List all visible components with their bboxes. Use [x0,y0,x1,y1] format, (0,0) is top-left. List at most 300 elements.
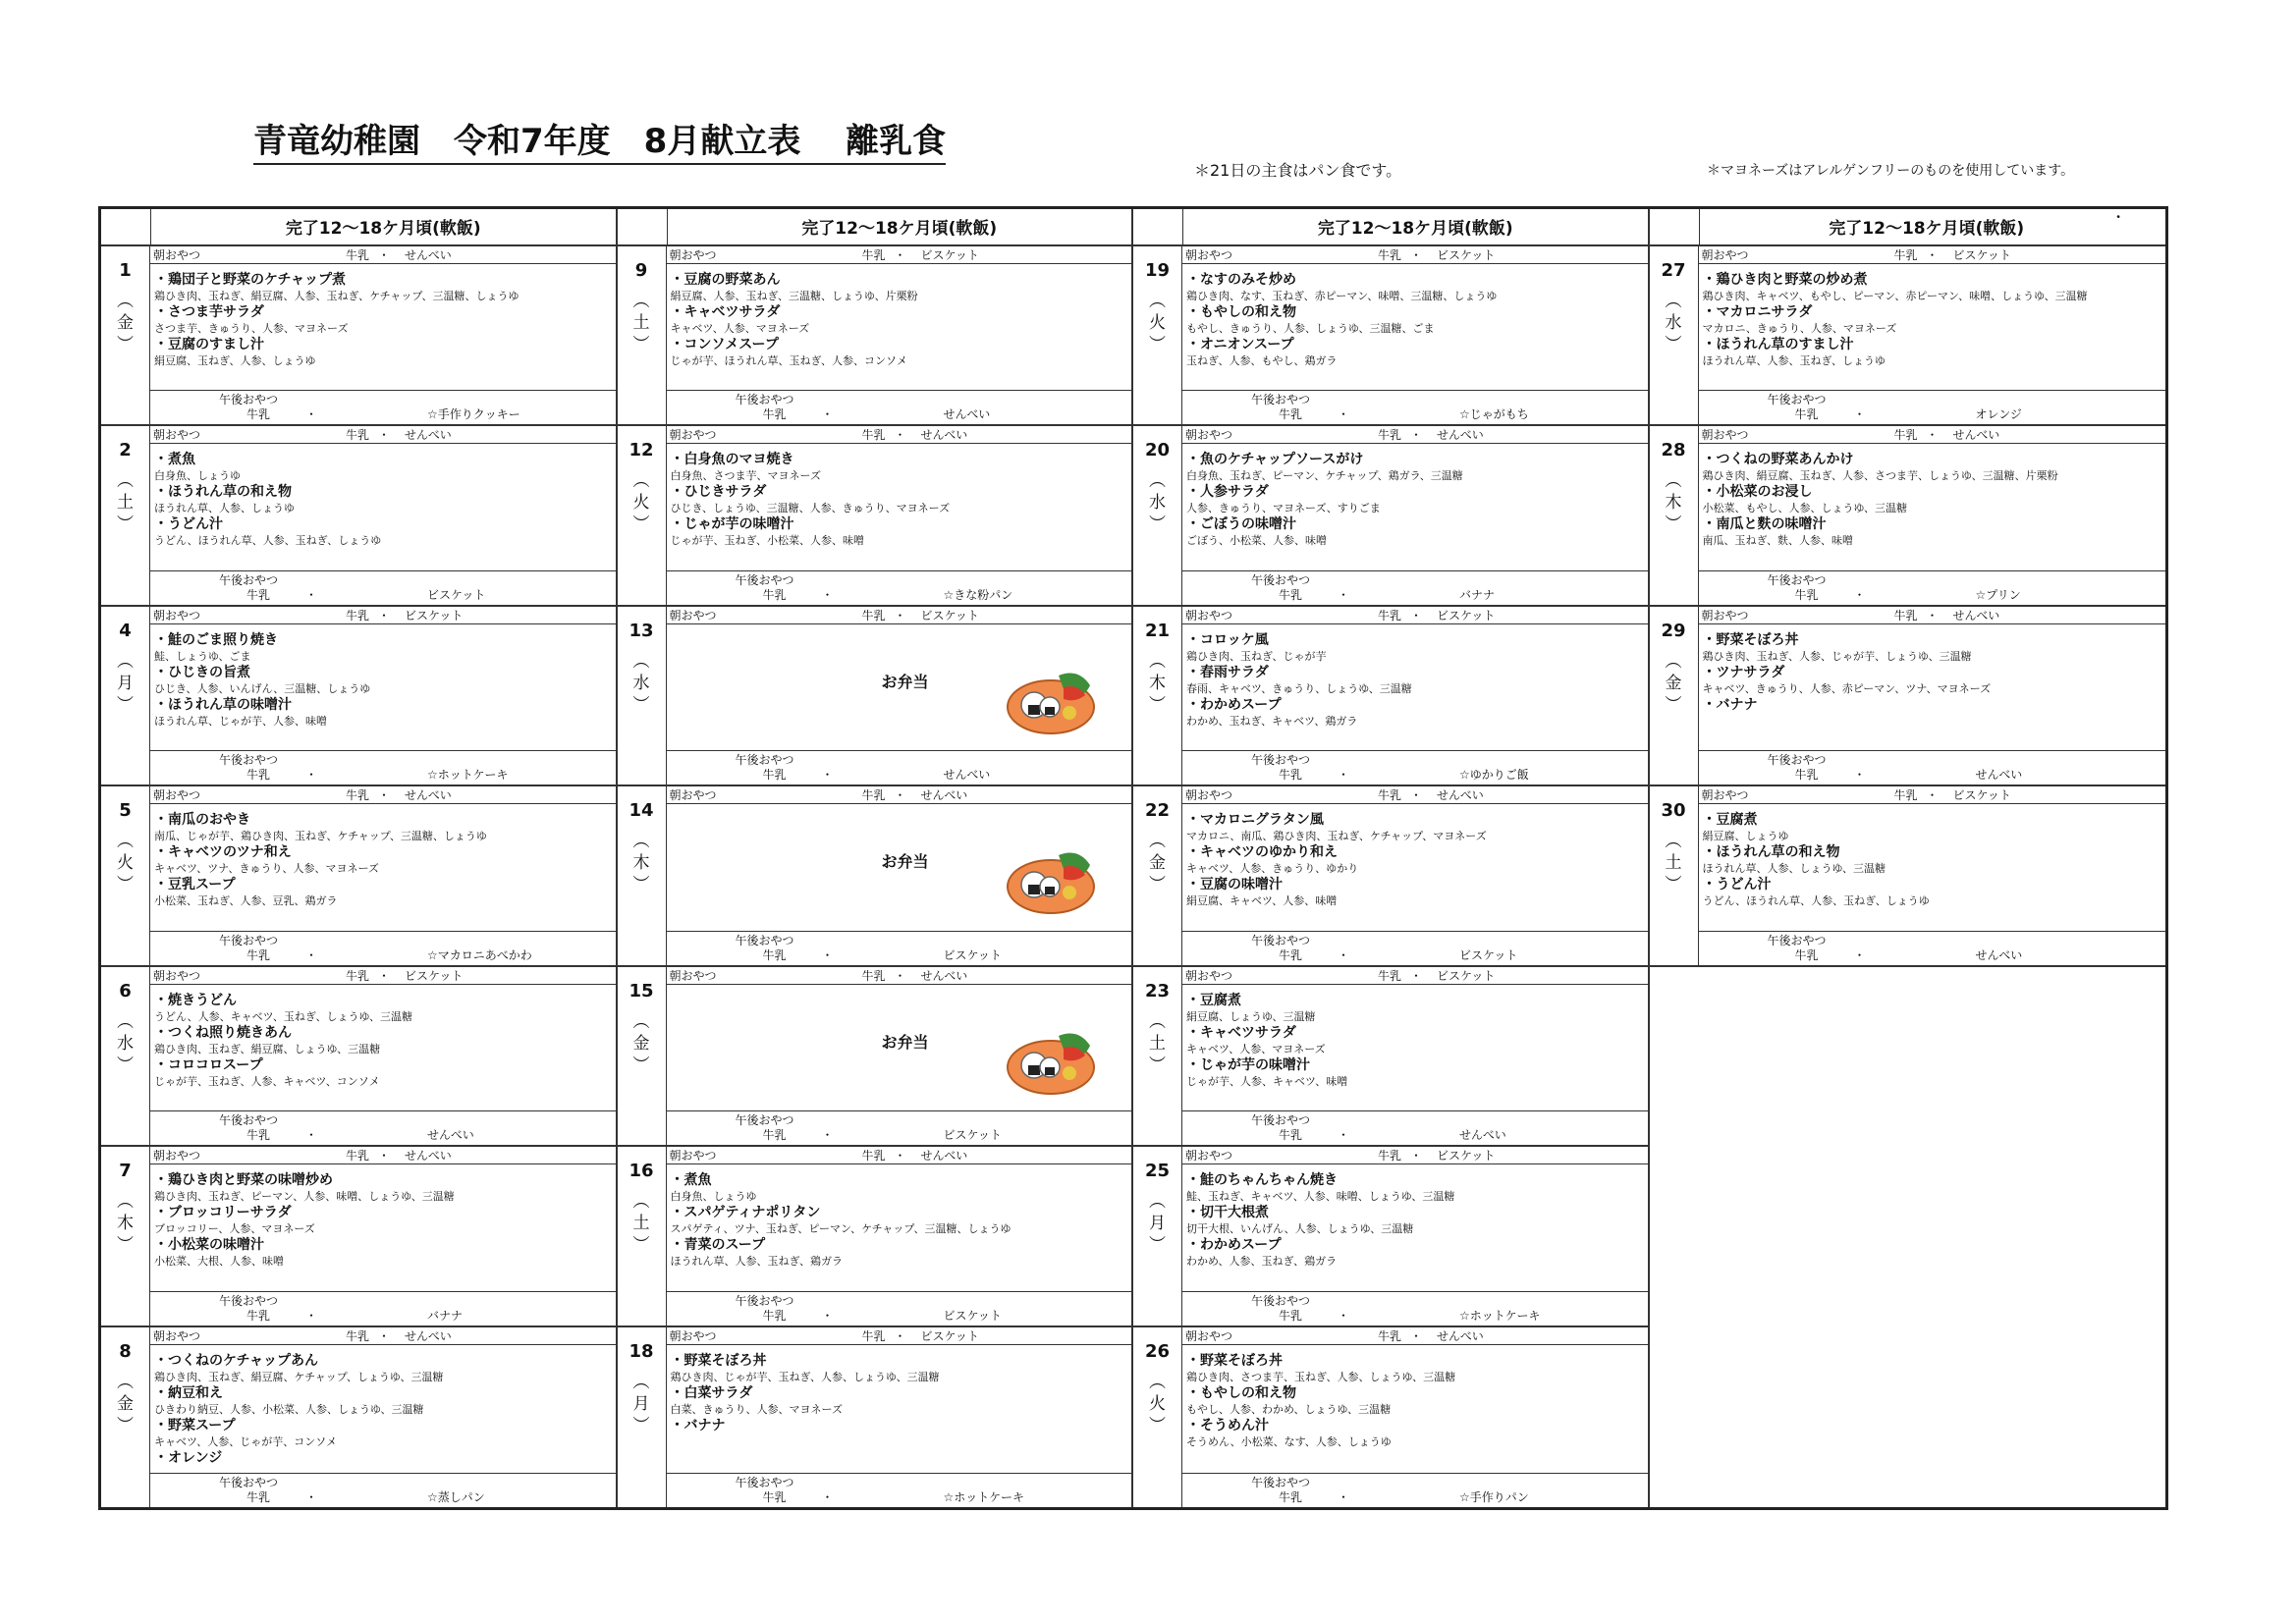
weekday-text: 木 [1665,493,1682,514]
morning-snack-label: 朝おやつ [1185,428,1233,443]
day-cell [1133,607,1648,786]
dish-ingredients: キャベツ、人参、じゃが芋、コンソメ [154,1434,338,1448]
morning-snack-label: 朝おやつ [1185,1328,1233,1343]
bento-day [671,812,1132,930]
afternoon-snack-food: ビスケット [943,947,1002,962]
dish-name: ・オニオンスープ [1186,336,1294,352]
dish-ingredients: ブロッコリー、人参、マヨネーズ [154,1222,315,1236]
weekday: ︵ 火 ︶ [117,832,134,895]
column-header-blank [101,209,151,244]
dish-ingredients: 鶏ひき肉、玉ねぎ、絹豆腐、ケチャップ、しょうゆ、三温糖 [154,1370,444,1383]
dish-name: ・キャベツサラダ [670,303,781,320]
afternoon-snack [1182,570,1648,605]
morning-snack-food: ビスケット [1437,1149,1496,1163]
bento-label: お弁当 [881,1032,929,1052]
weekday-text: 火 [1149,1393,1166,1414]
afternoon-snack-sep: ・ [821,947,834,962]
afternoon-snack [1182,1291,1648,1325]
morning-snack-food: せんべい [405,788,452,803]
weekday: ︵ 月 ︶ [117,651,134,715]
day-cell [1650,786,2166,966]
morning-snack-sep: ・ [377,1328,390,1343]
weekday-text: 月 [632,1393,650,1414]
afternoon-snack-label: 午後おやつ [735,933,794,947]
dish-ingredients: 白身魚、さつま芋、マヨネーズ [670,469,821,483]
dish-name: ・じゃが芋の味噌汁 [670,516,794,533]
afternoon-snack-food: ☆手作りパン [1459,1489,1529,1504]
afternoon-snack [667,1291,1132,1325]
dish-name: ・ほうれん草のすまし汁 [1702,336,1854,352]
weekday-text: 金 [117,1393,134,1414]
day-label [618,1147,667,1325]
weekday: ︵ 金 ︶ [1665,651,1682,715]
day-menu [1699,786,2166,964]
column-header [101,209,616,246]
morning-snack [150,967,616,985]
dish-ingredients: キャベツ、きゅうり、人参、赤ピーマン、ツナ、マヨネーズ [1702,681,1992,695]
dish-ingredients: マカロニ、南瓜、鶏ひき肉、玉ねぎ、ケチャップ、マヨネーズ [1186,830,1487,843]
afternoon-snack [667,1473,1132,1507]
lunch-menu [1182,804,1648,930]
dish-name: ・キャベツのツナ和え [154,844,292,861]
morning-snack-drink: 牛乳 [345,247,369,262]
day-menu [150,786,616,964]
lunch-menu [150,985,616,1110]
dish-name: ・小松菜の味噌汁 [154,1237,264,1254]
day-cell [618,426,1132,606]
dish-ingredients: もやし、人参、わかめ、しょうゆ、三温糖 [1186,1402,1392,1416]
morning-snack-label: 朝おやつ [1701,788,1749,803]
empty-cell [1650,1327,2166,1507]
day-menu [1182,1147,1648,1325]
morning-snack [1182,786,1648,804]
afternoon-snack-drink: 牛乳 [762,768,787,783]
morning-snack-drink: 牛乳 [861,608,886,622]
column-header [1650,209,2166,246]
lunch-menu [150,624,616,750]
day-number: 25 [1144,1161,1171,1182]
lunch-menu [150,1345,616,1473]
afternoon-snack-drink: 牛乳 [1279,587,1303,602]
afternoon-snack-drink: 牛乳 [762,587,787,602]
day-menu [667,246,1132,424]
afternoon-snack [1182,931,1648,965]
weekday: ︵ 木 ︶ [632,832,650,895]
day-number: 7 [119,1161,132,1182]
morning-snack-food: せんべい [1437,1328,1484,1343]
afternoon-snack-food: せんべい [943,768,991,783]
dish-name: ・野菜スープ [154,1417,236,1434]
morning-snack-sep: ・ [377,788,390,803]
day-number: 8 [119,1340,132,1362]
dish-name: ・煮魚 [154,452,195,468]
weekday-text: 金 [632,1033,650,1054]
afternoon-snack-food: バナナ [1459,587,1496,602]
dish-ingredients: 鮭、しょうゆ、ごま [154,649,251,663]
morning-snack-label: 朝おやつ [669,788,717,803]
dish-ingredients: わかめ、玉ねぎ、キャベツ、鶏ガラ [1186,714,1358,728]
dish-ingredients: 鶏ひき肉、玉ねぎ、絹豆腐、人参、玉ねぎ、ケチャップ、三温糖、しょうゆ [154,289,519,302]
weekday: ︵ 木 ︶ [1149,651,1166,715]
weekday-text: 木 [632,853,650,874]
morning-snack [1182,426,1648,444]
dish-ingredients: ほうれん草、じゃが芋、人参、味噌 [154,714,327,728]
day-label [101,1147,150,1325]
afternoon-snack [150,750,616,784]
morning-snack-drink: 牛乳 [345,608,369,622]
morning-snack-drink: 牛乳 [861,1149,886,1163]
dish-name: ・わかめスープ [1186,696,1282,713]
dish-name: ・切干大根煮 [1186,1205,1269,1221]
day-label [101,426,150,604]
dish-ingredients: 切干大根、いんげん、人参、しょうゆ、三温糖 [1186,1222,1414,1236]
morning-snack-food: せんべい [1952,608,2000,622]
lunch-menu [1182,624,1648,750]
morning-snack-sep: ・ [894,788,906,803]
dish-name: ・鶏団子と野菜のケチャップ煮 [154,271,347,288]
weekday-text: 水 [1665,312,1682,333]
dish-name: ・鮭のごま照り焼き [154,631,278,648]
morning-snack-food: ビスケット [1437,968,1496,983]
afternoon-snack-food: ☆ゆかりご飯 [1459,768,1529,783]
column-header-text: 完了12～18ケ月頃(軟飯) [801,219,998,240]
dish-ingredients: ほうれん草、人参、しょうゆ [154,502,295,515]
lunch-menu [150,444,616,569]
day-label [1650,246,1699,424]
column-header-dot: ・ [2112,210,2125,225]
day-menu [150,1147,616,1325]
morning-snack-food: せんべい [405,1149,452,1163]
dish-ingredients: 南瓜、じゃが芋、鶏ひき肉、玉ねぎ、ケチャップ、三温糖、しょうゆ [154,830,487,843]
dish-name: ・コロコロスープ [154,1056,263,1073]
morning-snack-food: せんべい [920,968,968,983]
weekday-text: 土 [1665,853,1682,874]
day-cell [1133,426,1648,606]
morning-snack-food: せんべい [920,1149,968,1163]
dish-ingredients: 南瓜、玉ねぎ、麩、人参、味噌 [1702,534,1854,548]
afternoon-snack [150,1473,616,1507]
afternoon-snack-sep: ・ [305,768,318,783]
morning-snack-label: 朝おやつ [1185,1149,1233,1163]
morning-snack-sep: ・ [377,1149,390,1163]
day-cell [1133,246,1648,426]
day-label [101,607,150,784]
afternoon-snack-label: 午後おやつ [219,393,279,407]
morning-snack-label: 朝おやつ [1185,247,1233,262]
morning-snack-drink: 牛乳 [861,428,886,443]
dish-name: ・バナナ [1702,696,1758,713]
dish-ingredients: 白身魚、玉ねぎ、ピーマン、ケチャップ、鶏ガラ、三温糖 [1186,469,1463,483]
morning-snack-drink: 牛乳 [1377,968,1401,983]
afternoon-snack [667,390,1132,424]
day-cell [101,426,616,606]
lunch-menu [667,264,1132,390]
afternoon-snack [150,1110,616,1145]
dish-ingredients: うどん、人参、キャベツ、玉ねぎ、しょうゆ、三温糖 [154,1009,413,1023]
afternoon-snack-sep: ・ [1853,587,1866,602]
morning-snack-food: せんべい [405,247,452,262]
weekday-text: 水 [632,673,650,693]
morning-snack-label: 朝おやつ [153,1328,201,1343]
morning-snack [1182,607,1648,624]
morning-snack-sep: ・ [894,968,906,983]
afternoon-snack-drink: 牛乳 [1279,768,1303,783]
afternoon-snack [667,570,1132,605]
morning-snack-drink: 牛乳 [345,968,369,983]
dish-ingredients: ほうれん草、人参、玉ねぎ、鶏ガラ [670,1255,844,1269]
dish-ingredients: うどん、ほうれん草、人参、玉ねぎ、しょうゆ [1702,894,1930,908]
dish-name: ・コロッケ風 [1186,631,1269,648]
morning-snack-sep: ・ [377,428,390,443]
dish-ingredients: 絹豆腐、人参、玉ねぎ、三温糖、しょうゆ、片栗粉 [670,289,918,302]
day-cell [101,1147,616,1326]
day-label [101,786,150,964]
afternoon-snack-drink: 牛乳 [1794,407,1819,422]
day-menu [150,246,616,424]
weekday: ︵ 水 ︶ [117,1011,134,1075]
dish-name: ・焼きうどん [154,992,237,1008]
weekday: ︵ 金 ︶ [117,1372,134,1435]
column-header [1133,209,1648,246]
afternoon-snack-food: ☆ホットケーキ [943,1489,1025,1504]
day-menu [1182,1327,1648,1507]
dish-ingredients: じゃが芋、人参、キャベツ、味噌 [1186,1074,1348,1088]
day-cell [101,607,616,786]
afternoon-snack [150,570,616,605]
day-menu [1699,426,2166,604]
day-cell [618,1147,1132,1326]
morning-snack-sep: ・ [894,1149,906,1163]
bento-box-icon [1005,662,1098,738]
afternoon-snack-food: ☆ホットケーキ [1459,1308,1541,1323]
afternoon-snack-sep: ・ [305,407,318,422]
day-label [1133,1147,1182,1325]
column-header-blank [1133,209,1183,244]
menu-column [1133,209,1650,1507]
weekday: ︵ 木 ︶ [117,1192,134,1256]
afternoon-snack-sep: ・ [821,587,834,602]
dish-name: ・青菜のスープ [670,1237,766,1254]
dish-name: ・キャベツサラダ [1186,1024,1296,1041]
day-menu [150,607,616,784]
afternoon-snack-label: 午後おやつ [1251,393,1311,407]
afternoon-snack-food: せんべい [943,407,991,422]
day-cell [1650,246,2166,426]
afternoon-snack-label: 午後おやつ [735,1113,794,1128]
morning-snack [1699,246,2166,264]
day-label [1133,607,1182,784]
afternoon-snack-food: ☆ホットケーキ [427,768,509,783]
afternoon-snack-label: 午後おやつ [1251,1475,1311,1489]
afternoon-snack-label: 午後おやつ [1251,753,1311,768]
dish-name: ・つくねの野菜あんかけ [1702,452,1854,468]
dish-name: ・スパゲティナポリタン [670,1205,821,1221]
dish-ingredients: キャベツ、人参、マヨネーズ [670,321,810,335]
afternoon-snack-food: ☆じゃがもち [1459,407,1529,422]
morning-snack-sep: ・ [1926,428,1939,443]
dish-ingredients: 玉ねぎ、人参、もやし、鶏ガラ [1186,353,1338,367]
afternoon-snack-food: ビスケット [1459,947,1518,962]
dish-ingredients: 鶏ひき肉、絹豆腐、玉ねぎ、人参、さつま芋、しょうゆ、三温糖、片栗粉 [1702,469,2058,483]
morning-snack-drink: 牛乳 [1893,608,1918,622]
dish-name: ・春雨サラダ [1186,664,1269,680]
day-menu [150,967,616,1145]
afternoon-snack-food: ビスケット [427,587,486,602]
morning-snack-food: ビスケット [405,608,464,622]
dish-ingredients: 小松菜、もやし、人参、しょうゆ、三温糖 [1702,502,1908,515]
lunch-menu [150,264,616,390]
weekday-text: 水 [1149,493,1166,514]
dish-name: ・豆腐の味噌汁 [1186,877,1283,893]
dish-name: ・納豆和え [154,1384,223,1401]
weekday-text: 木 [1149,673,1166,693]
column-header-text: 完了12～18ケ月頃(軟飯) [1829,219,2025,240]
morning-snack-food: ビスケット [1437,247,1496,262]
dish-ingredients: 鶏ひき肉、玉ねぎ、ピーマン、人参、味噌、しょうゆ、三温糖 [154,1190,455,1204]
afternoon-snack-food: ☆きな粉パン [943,587,1013,602]
afternoon-snack-food: せんべい [1459,1128,1506,1143]
dish-name: ・豆腐の野菜あん [670,271,781,288]
morning-snack-drink: 牛乳 [861,247,886,262]
day-cell [101,246,616,426]
dish-ingredients: わかめ、人参、玉ねぎ、鶏ガラ [1186,1255,1338,1269]
day-number: 9 [634,259,648,281]
afternoon-snack-drink: 牛乳 [246,947,271,962]
morning-snack-drink: 牛乳 [1377,1328,1401,1343]
dish-name: ・豆乳スープ [154,877,236,893]
morning-snack [150,426,616,444]
morning-snack-label: 朝おやつ [1185,608,1233,622]
dish-name: ・野菜そぼろ丼 [1186,1352,1283,1369]
afternoon-snack-sep: ・ [305,947,318,962]
day-menu [667,1147,1132,1325]
day-cell [101,786,616,966]
weekday: ︵ 水 ︶ [632,651,650,715]
dish-ingredients: 鶏ひき肉、じゃが芋、玉ねぎ、人参、しょうゆ、三温糖 [670,1370,940,1383]
dish-ingredients: さつま芋、きゅうり、人参、マヨネーズ [154,321,349,335]
menu-column [618,209,1134,1507]
morning-snack-label: 朝おやつ [153,968,201,983]
afternoon-snack-label: 午後おやつ [1767,753,1827,768]
afternoon-snack [150,1291,616,1325]
dish-ingredients: 鶏ひき肉、キャベツ、もやし、ピーマン、赤ピーマン、味噌、しょうゆ、三温糖 [1702,289,2088,302]
weekday-text: 土 [117,493,134,514]
dish-name: ・鶏ひき肉と野菜の炒め煮 [1702,271,1868,288]
morning-snack [150,1327,616,1345]
afternoon-snack [150,931,616,965]
morning-snack-sep: ・ [1409,247,1422,262]
morning-snack-sep: ・ [1926,247,1939,262]
day-menu [667,426,1132,604]
afternoon-snack-food: オレンジ [1975,407,2022,422]
dish-name: ・鶏ひき肉と野菜の味噌炒め [154,1172,333,1189]
day-label [1650,426,1699,604]
morning-snack-label: 朝おやつ [1701,608,1749,622]
morning-snack [667,1147,1132,1164]
column-header-label [1183,209,1648,244]
afternoon-snack-label: 午後おやつ [219,1475,279,1489]
weekday-text: 水 [117,1033,134,1054]
day-number: 5 [119,800,132,822]
dish-name: ・豆腐煮 [1702,812,1758,829]
dish-ingredients: もやし、きゅうり、人参、しょうゆ、三温糖、ごま [1186,321,1435,335]
day-number: 21 [1144,620,1171,641]
day-cell [1133,1147,1648,1326]
dish-name: ・人参サラダ [1186,484,1269,501]
day-label [618,1327,667,1507]
morning-snack-sep: ・ [1409,968,1422,983]
day-label [618,246,667,424]
day-menu [1182,426,1648,604]
morning-snack-food: ビスケット [1952,788,2011,803]
morning-snack-sep: ・ [894,1328,906,1343]
empty-cell [1650,967,2166,1147]
day-number: 22 [1144,800,1171,822]
morning-snack-food: せんべい [920,428,968,443]
afternoon-snack-sep: ・ [821,768,834,783]
weekday-text: 火 [117,853,134,874]
afternoon-snack-sep: ・ [821,1489,834,1504]
bento-box-icon [1005,1022,1098,1099]
weekday: ︵ 月 ︶ [632,1372,650,1435]
weekday: ︵ 土 ︶ [1665,832,1682,895]
bento-label: お弁当 [881,672,929,691]
dish-ingredients: 鶏ひき肉、さつま芋、玉ねぎ、人参、しょうゆ、三温糖 [1186,1370,1456,1383]
weekday-text: 土 [632,312,650,333]
morning-snack-drink: 牛乳 [1893,247,1918,262]
dish-name: ・ブロッコリーサラダ [154,1205,292,1221]
morning-snack-sep: ・ [377,608,390,622]
afternoon-snack [1699,750,2166,784]
dish-name: ・マカロニグラタン風 [1186,812,1324,829]
day-label [1133,426,1182,604]
afternoon-snack [1182,1110,1648,1145]
morning-snack-drink: 牛乳 [345,428,369,443]
column-header-text: 完了12～18ケ月頃(軟飯) [285,219,481,240]
afternoon-snack-label: 午後おやつ [219,753,279,768]
day-number: 29 [1661,620,1686,641]
afternoon-snack-label: 午後おやつ [1767,933,1827,947]
afternoon-snack-drink: 牛乳 [762,1308,787,1323]
morning-snack-drink: 牛乳 [1893,788,1918,803]
lunch-menu [667,804,1132,930]
afternoon-snack-drink: 牛乳 [246,768,271,783]
lunch-menu [1182,444,1648,569]
dish-ingredients: 白身魚、しょうゆ [154,469,241,483]
dish-name: ・ツナサラダ [1702,664,1785,680]
lunch-menu [1182,985,1648,1110]
lunch-menu [667,444,1132,569]
day-label [1650,607,1699,784]
column-header-blank [618,209,668,244]
dish-name: ・ひじきサラダ [670,484,767,501]
morning-snack [667,246,1132,264]
dish-ingredients: 鶏ひき肉、玉ねぎ、絹豆腐、しょうゆ、三温糖 [154,1042,381,1055]
day-number: 13 [629,620,654,641]
afternoon-snack [1182,750,1648,784]
afternoon-snack-sep: ・ [1338,1128,1350,1143]
dish-name: ・野菜そぼろ丼 [1702,631,1799,648]
morning-snack-drink: 牛乳 [1377,428,1401,443]
afternoon-snack-drink: 牛乳 [1279,1128,1303,1143]
afternoon-snack-drink: 牛乳 [246,1489,271,1504]
day-cell [1650,426,2166,606]
bento-picture [1005,1022,1098,1103]
morning-snack-sep: ・ [1926,608,1939,622]
morning-snack-drink: 牛乳 [1377,1149,1401,1163]
dish-ingredients: じゃが芋、玉ねぎ、小松菜、人参、味噌 [670,534,865,548]
afternoon-snack-sep: ・ [1853,407,1866,422]
